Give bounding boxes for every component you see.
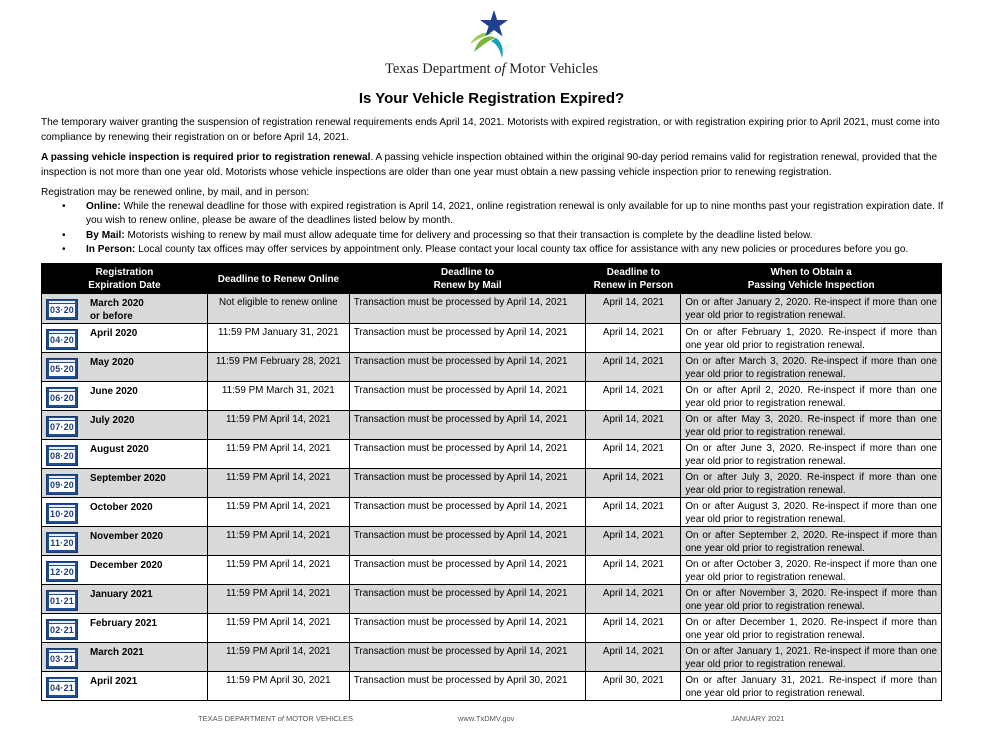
mail-deadline-cell: Transaction must be processed by April 14, 2021	[349, 469, 586, 498]
expiration-cell	[42, 527, 208, 556]
expiration-cell	[42, 440, 208, 469]
intro-paragraph-waiver: The temporary waiver granting the suspension of registration renewal requirements ends April 14, 2021. Motorists with expired registration, or with registration expiring prior to April 2021, must come into compliance by renewing their registration on or before April 14, 2021.	[41, 117, 940, 143]
txdmv-logo	[0, 8, 983, 78]
footer-date: JANUARY 2021	[731, 714, 785, 723]
inspection-cell: On or after November 3, 2020. Re-inspect if more than one year old prior to registration renewal.	[681, 585, 942, 614]
expiration-cell	[42, 672, 208, 701]
mail-deadline-cell: Transaction must be processed by April 14, 2021	[349, 527, 586, 556]
registration-sticker-icon: 04·20	[46, 329, 78, 350]
table-row	[42, 585, 942, 614]
mail-deadline-cell: Transaction must be processed by April 14, 2021	[349, 440, 586, 469]
renewal-methods-list	[41, 200, 946, 258]
expiration-cell	[42, 353, 208, 382]
inspection-cell: On or after September 2, 2020. Re-inspect if more than one year old prior to registration renewal.	[681, 527, 942, 556]
inspection-cell: On or after January 1, 2021. Re-inspect if more than one year old prior to registration renewal.	[681, 643, 942, 672]
intro-paragraph-renewal-methods: Registration may be renewed online, by mail, and in person:	[41, 187, 310, 198]
online-deadline-cell: 11:59 PM February 28, 2021	[207, 353, 349, 382]
footer-website: www.TxDMV.gov	[458, 714, 515, 723]
expiration-month: September 2020	[90, 473, 166, 484]
registration-sticker-icon: 02·21	[46, 619, 78, 640]
mail-deadline-cell: Transaction must be processed by April 14, 2021	[349, 614, 586, 643]
online-deadline-cell: 11:59 PM April 14, 2021	[207, 440, 349, 469]
col-header-mail: Deadline to Renew by Mail	[349, 264, 586, 294]
expiration-month: October 2020	[90, 502, 153, 513]
online-deadline-cell: Not eligible to renew online	[207, 294, 349, 324]
online-deadline-cell: 11:59 PM April 14, 2021	[207, 411, 349, 440]
in-person-deadline-cell: April 14, 2021	[586, 614, 681, 643]
col-header-online: Deadline to Renew Online	[207, 264, 349, 294]
registration-sticker-icon: 01·21	[46, 590, 78, 611]
inspection-cell: On or after January 31, 2021. Re-inspect if more than one year old prior to registration renewal.	[681, 672, 942, 701]
inspection-cell: On or after June 3, 2020. Re-inspect if more than one year old prior to registration renewal.	[681, 440, 942, 469]
expiration-cell	[42, 614, 208, 643]
inspection-cell: On or after May 3, 2020. Re-inspect if more than one year old prior to registration renewal.	[681, 411, 942, 440]
mail-deadline-cell: Transaction must be processed by April 14, 2021	[349, 294, 586, 324]
expiration-cell	[42, 411, 208, 440]
expiration-month: February 2021	[90, 618, 157, 629]
expiration-month: March 2020 or before	[90, 298, 144, 322]
in-person-deadline-cell: April 14, 2021	[586, 585, 681, 614]
expiration-month: April 2021	[90, 676, 138, 687]
in-person-deadline-cell: April 14, 2021	[586, 411, 681, 440]
table-row	[42, 498, 942, 527]
table-row	[42, 614, 942, 643]
online-deadline-cell: 11:59 PM April 14, 2021	[207, 585, 349, 614]
table-row	[42, 382, 942, 411]
registration-sticker-icon: 06·20	[46, 387, 78, 408]
table-row	[42, 527, 942, 556]
expiration-cell	[42, 324, 208, 353]
col-header-expiration: Registration Expiration Date	[42, 264, 208, 294]
in-person-deadline-cell: April 14, 2021	[586, 440, 681, 469]
mail-deadline-cell: Transaction must be processed by April 14, 2021	[349, 643, 586, 672]
table-row	[42, 556, 942, 585]
online-deadline-cell: 11:59 PM April 14, 2021	[207, 469, 349, 498]
inspection-cell: On or after March 3, 2020. Re-inspect if more than one year old prior to registration renewal.	[681, 353, 942, 382]
expiration-cell	[42, 556, 208, 585]
registration-sticker-icon: 04·21	[46, 677, 78, 698]
mail-deadline-cell: Transaction must be processed by April 14, 2021	[349, 382, 586, 411]
table-row	[42, 411, 942, 440]
intro-paragraph-inspection: A passing vehicle inspection is required prior to registration renewal. A passing vehicle inspection obtained within the original 90-day period remains valid for registration renewal, provided that the inspection is not more than one year old. Motorists whose vehicle inspections are older than one year must obtain a new passing vehicle inspection prior to renewing registration.	[41, 152, 938, 178]
footer-org: TEXAS DEPARTMENT of MOTOR VEHICLES	[198, 714, 353, 723]
in-person-deadline-cell: April 14, 2021	[586, 382, 681, 411]
mail-deadline-cell: Transaction must be processed by April 14, 2021	[349, 585, 586, 614]
list-item-online: • Online: While the renewal deadline for those with expired registration is April 14, 2021, online registration renewal is only available for up to nine months past your registration expiration date. If you wish to renew online, please be aware of the deadlines listed below by month.	[62, 201, 944, 226]
registration-sticker-icon: 09·20	[46, 474, 78, 495]
expiration-month: April 2020	[90, 328, 138, 339]
in-person-deadline-cell: April 14, 2021	[586, 353, 681, 382]
in-person-deadline-cell: April 14, 2021	[586, 643, 681, 672]
star-logo-icon	[466, 8, 518, 60]
organization-name: Texas Department of Motor Vehicles	[385, 61, 598, 77]
expiration-cell	[42, 469, 208, 498]
in-person-deadline-cell: April 14, 2021	[586, 469, 681, 498]
expiration-month: November 2020	[90, 531, 164, 542]
col-header-person: Deadline to Renew in Person	[586, 264, 681, 294]
expiration-cell	[42, 585, 208, 614]
table-header-row	[42, 264, 942, 294]
in-person-deadline-cell: April 14, 2021	[586, 498, 681, 527]
expiration-cell	[42, 498, 208, 527]
inspection-cell: On or after October 3, 2020. Re-inspect if more than one year old prior to registration renewal.	[681, 556, 942, 585]
registration-sticker-icon: 10·20	[46, 503, 78, 524]
inspection-cell: On or after February 1, 2020. Re-inspect if more than one year old prior to registration renewal.	[681, 324, 942, 353]
registration-sticker-icon: 12·20	[46, 561, 78, 582]
inspection-cell: On or after July 3, 2020. Re-inspect if more than one year old prior to registration renewal.	[681, 469, 942, 498]
in-person-deadline-cell: April 14, 2021	[586, 527, 681, 556]
expiration-cell	[42, 643, 208, 672]
online-deadline-cell: 11:59 PM April 14, 2021	[207, 643, 349, 672]
table-row	[42, 324, 942, 353]
online-deadline-cell: 11:59 PM March 31, 2021	[207, 382, 349, 411]
registration-sticker-icon: 05·20	[46, 358, 78, 379]
expiration-month: August 2020	[90, 444, 149, 455]
registration-deadlines-table	[41, 263, 942, 701]
mail-deadline-cell: Transaction must be processed by April 14, 2021	[349, 556, 586, 585]
list-item-by-mail: • By Mail: Motorists wishing to renew by mail must allow adequate time for delivery and processing so that their transaction is complete by the deadline listed below.	[62, 229, 813, 241]
online-deadline-cell: 11:59 PM April 14, 2021	[207, 556, 349, 585]
registration-sticker-icon: 11·20	[46, 532, 78, 553]
expiration-month: March 2021	[90, 647, 144, 658]
in-person-deadline-cell: April 30, 2021	[586, 672, 681, 701]
page-title: Is Your Vehicle Registration Expired?	[358, 90, 625, 107]
online-deadline-cell: 11:59 PM April 30, 2021	[207, 672, 349, 701]
registration-sticker-icon: 07·20	[46, 416, 78, 437]
online-deadline-cell: 11:59 PM April 14, 2021	[207, 614, 349, 643]
expiration-cell	[42, 382, 208, 411]
inspection-cell: On or after August 3, 2020. Re-inspect if more than one year old prior to registration renewal.	[681, 498, 942, 527]
col-header-inspection: When to Obtain a Passing Vehicle Inspection	[681, 264, 942, 294]
inspection-cell: On or after April 2, 2020. Re-inspect if more than one year old prior to registration renewal.	[681, 382, 942, 411]
registration-sticker-icon: 08·20	[46, 445, 78, 466]
mail-deadline-cell: Transaction must be processed by April 14, 2021	[349, 498, 586, 527]
in-person-deadline-cell: April 14, 2021	[586, 556, 681, 585]
list-item-in-person: • In Person: Local county tax offices may offer services by appointment only. Please contact your local county tax office for assistance with any new policies or procedures before you go.	[62, 244, 909, 255]
in-person-deadline-cell: April 14, 2021	[586, 294, 681, 324]
in-person-deadline-cell: April 14, 2021	[586, 324, 681, 353]
table-body	[42, 294, 942, 701]
table-row	[42, 440, 942, 469]
table-row	[42, 353, 942, 382]
expiration-month: January 2021	[90, 589, 153, 600]
online-deadline-cell: 11:59 PM April 14, 2021	[207, 498, 349, 527]
mail-deadline-cell: Transaction must be processed by April 30, 2021	[349, 672, 586, 701]
expiration-month: June 2020	[90, 386, 138, 397]
online-deadline-cell: 11:59 PM January 31, 2021	[207, 324, 349, 353]
registration-sticker-icon: 03·20	[46, 299, 78, 320]
mail-deadline-cell: Transaction must be processed by April 14, 2021	[349, 411, 586, 440]
table-row	[42, 672, 942, 701]
table-row	[42, 294, 942, 324]
registration-sticker-icon: 03·21	[46, 648, 78, 669]
expiration-month: December 2020	[90, 560, 163, 571]
expiration-cell	[42, 294, 208, 324]
inspection-cell: On or after December 1, 2020. Re-inspect if more than one year old prior to registration renewal.	[681, 614, 942, 643]
mail-deadline-cell: Transaction must be processed by April 14, 2021	[349, 353, 586, 382]
mail-deadline-cell: Transaction must be processed by April 14, 2021	[349, 324, 586, 353]
online-deadline-cell: 11:59 PM April 14, 2021	[207, 527, 349, 556]
table-row	[42, 469, 942, 498]
inspection-cell: On or after January 2, 2020. Re-inspect if more than one year old prior to registration renewal.	[681, 294, 942, 324]
expiration-month: July 2020	[90, 415, 135, 426]
expiration-month: May 2020	[90, 357, 134, 368]
table-row	[42, 643, 942, 672]
